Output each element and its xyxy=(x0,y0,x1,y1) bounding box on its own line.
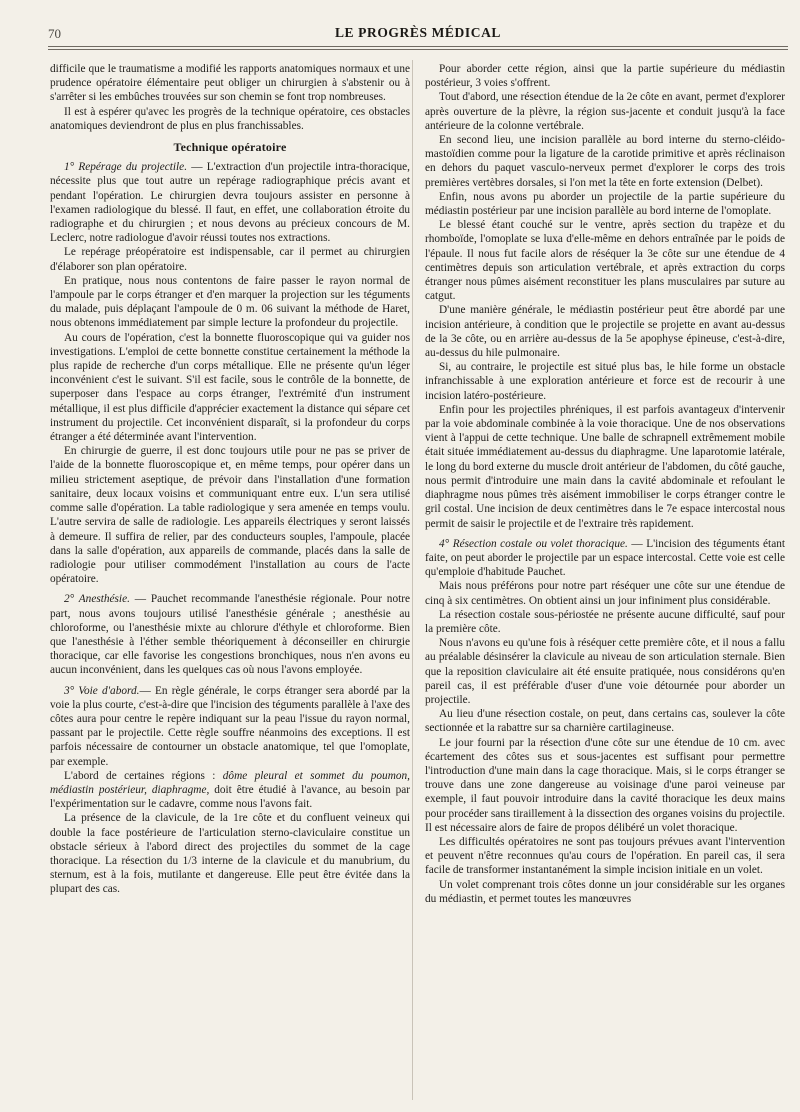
paragraph: La présence de la clavicule, de la 1re côte et du confluent veineux qui double la face postérieure de l'articulation sterno-claviculaire constitue un obstacle sérieux à l'abord direct des projectiles du sommet de la cage thoracique. La résection du 1/3 interne de la clavicule et du manubrium, du sternum, est à la fois, mutilante et dangereuse. Elle peut être évitée dans la plupart des cas. xyxy=(50,812,410,896)
page-header xyxy=(48,22,788,44)
paragraph: Le blessé étant couché sur le ventre, après section du trapèze et du rhomboïde, l'omoplate se luxa d'elle-même en dehors entraînée par le poids de l'épaule. Il nous fut facile alors de réséquer la 3e côte sur une étendue de 4 centimètres depuis son articulation vertébrale, et après extraction du corps étranger nous pûmes aisément reconstituer les plans musculaires par suture au catgut. xyxy=(425,219,785,303)
left-column xyxy=(50,62,410,1102)
paragraph: difficile que le traumatisme a modifié les rapports anatomiques normaux et une prudence opératoire élémentaire peut obliger un chirurgien à s'abstenir ou à s'arrêter si les embûches trouvées sur son chemin se font trop nombreuses. xyxy=(50,63,410,104)
section-title: Technique opératoire xyxy=(173,140,287,155)
paragraph: Au lieu d'une résection costale, on peut, dans certains cas, soulever la côte sectionnée et la rabattre sur sa charnière cartilagineuse. xyxy=(425,708,785,735)
page-number: 70 xyxy=(48,26,61,41)
paragraph: Mais nous préférons pour notre part réséquer une côte sur une étendue de cinq à six centimètres. On obtient ainsi un jour infiniment plus considérable. xyxy=(425,580,785,607)
subsection-label: 2° Anesthésie. xyxy=(64,593,130,606)
column-divider xyxy=(412,60,413,1100)
paragraph: La résection costale sous-périostée ne présente aucune difficulté, sauf pour la première côte. xyxy=(425,608,785,635)
subsection-label: 3° Voie d'abord. xyxy=(64,684,140,697)
paragraph: Le repérage préopératoire est indispensable, car il permet au chirurgien d'élaborer son plan opératoire. xyxy=(50,246,410,273)
paragraph: Au cours de l'opération, c'est la bonnette fluoroscopique qui va guider nos investigations. L'emploi de cette bonnette constitue certainement la méthode la plus rapide de recherche d'un corps métallique. Elle ne présente qu'un léger inconvénient c'est le suivant. S'il est facile, sous le contrôle de la bonnette, de superposer dans l'espace au corps étranger, l'extrémité d'un instrument métallique, il est plus difficile d'apprécier exactement la distance qui sépare cet instrument du projectile. Cet inconvénient disparaît, si la profondeur du corps étranger a été déterminée avant l'intervention. xyxy=(50,331,410,444)
right-column xyxy=(425,62,785,1102)
paragraph: 1° Repérage du projectile. — L'extraction d'un projectile intra-thoracique, nécessite plus que tout autre un repérage radiographique précis avant et pendant l'opération. Le chirurgien devra toujours assister en personne à l'examen radiologique du blessé. Il faut, en effet, une collaboration étroite du radiographe et du chirurgien ; et nous devons au précieux concours de M. Leclerc, notre radiologue d'avoir réussi toutes nos extractions. xyxy=(50,161,410,245)
paragraph: Enfin pour les projectiles phréniques, il est parfois avantageux d'intervenir par la voie abdominale combinée à la voie thoracique. Une de nos observations vient à l'appui de cette technique. Une balle de schrapnell extrêmement mobile était située immédiatement au-dessus du diaphragme. Une laparotomie latérale, le long du bord externe du muscle droit antérieur de l'abdomen, du côté gauche, nous permit d'introduire une main dans la cavité abdominale et refoulant le diaphragme nous pûmes très aisément immobiliser le corps étranger contre le gril costal. Une incision de deux centimètres dans le 7e espace intercostal nous permit de saisir le projectile et de l'extraire très rapidement. xyxy=(425,403,785,530)
paragraph: En chirurgie de guerre, il est donc toujours utile pour ne pas se priver de l'aide de la bonnette fluoroscopique et, en même temps, pour opérer dans un milieu strictement aseptique, de prévoir dans l'installation d'une formation sanitaire, deux locaux voisins et communiquant entre eux. L'un sera utilisé comme salle d'opération. La table radiologique y sera amenée en temps voulu. L'autre servira de salle de radiologie. Les appareils électriques y seront laissés à demeure. Il suffira de relier, par des conducteurs souples, l'ampoule, placée dans la salle d'opération, aux appareils de commande, placés dans la salle de radiologie pour utiliser commodément l'installation au cours de l'acte opératoire. xyxy=(50,445,410,586)
paragraph: L'abord de certaines régions : dôme pleural et sommet du poumon, médiastin postérieur, diaphragme, doit être étudié à l'avance, au besoin par l'expérimentation sur le cadavre, comme nous l'avons fait. xyxy=(50,769,410,811)
subsection-label: 1° Repérage du projectile. xyxy=(64,161,188,174)
paragraph: Enfin, nous avons pu aborder un projectile de la partie supérieure du médiastin postérieur par une incision parallèle au bord interne de l'omoplate. xyxy=(425,190,785,218)
paragraph: Il est à espérer qu'avec les progrès de la technique opératoire, ces obstacles anatomiques deviendront de plus en plus franchissables. xyxy=(50,105,410,132)
paragraph: Pour aborder cette région, ainsi que la partie supérieure du médiastin postérieur, 3 voies s'offrent. xyxy=(425,63,785,90)
subsection-label: 4° Résection costale ou volet thoracique. xyxy=(439,537,628,550)
paragraph: 2° Anesthésie. — Pauchet recommande l'anesthésie régionale. Pour notre part, nous avons toujours utilisé l'anesthésie générale ; anesthésie au chloroforme, ou l'anesthésie mixte au chlorure d'éthyle et chloroforme. Bien que l'anesthésie à l'éther semble théoriquement à déconseiller en chirurgie thoracique, car elle favorise les congestions bronchiques, nous n'en avons eu aucun inconvénient, dans les quelques cas où nous l'avons employée. xyxy=(50,593,410,677)
paragraph: Tout d'abord, une résection étendue de la 2e côte en avant, permet d'explorer après ouverture de la plèvre, la région sus-jacente et conduit jusqu'à la face antérieure de la colonne vertébrale. xyxy=(425,91,785,132)
header-rule-bottom xyxy=(48,49,788,50)
paragraph: 4° Résection costale ou volet thoracique. — L'incision des téguments étant faite, on peut aborder le projectile par un espace intercostal. Cette voie est celle qu'emploie d'habitude Pauchet. xyxy=(425,537,785,579)
header-rule-top xyxy=(48,46,788,47)
paragraph: D'une manière générale, le médiastin postérieur peut être abordé par une incision antérieure, à condition que le projectile se projette en avant au-dessus de la 3e côte, ou en arrière au-dessus de la 5e apophyse épineuse, c'est-à-dire, au-dessus du hile pulmonaire. xyxy=(425,304,785,360)
paragraph: Si, au contraire, le projectile est situé plus bas, le hile forme un obstacle infranchissable à une exploration antérieure et force est de recourir à une incision latéro-postérieure. xyxy=(425,361,785,402)
paragraph: 3° Voie d'abord.— En règle générale, le corps étranger sera abordé par la voie la plus courte, c'est-à-dire que l'incision des téguments parallèle à l'axe des côtes aura pour centre le repère indiquant sur la peau l'issue du rayon normal, passant par le projectile. Cette règle souffre néanmoins des exceptions. Il est parfois nécessaire de contourner un obstacle anatomique, tel que l'omoplate, par exemple. xyxy=(50,684,410,768)
paragraph: Un volet comprenant trois côtes donne un jour considérable sur les organes du médiastin, et permet toutes les manœuvres xyxy=(425,878,785,905)
paragraph: En pratique, nous nous contentons de faire passer le rayon normal de l'ampoule par le corps étranger et d'en marquer la projection sur les téguments du malade, puis déplaçant l'ampoule de 0 m. 06 suivant la méthode de Haret, nous obtenons immédiatement par simple lecture la profondeur du projectile. xyxy=(50,274,410,330)
paragraph: Les difficultés opératoires ne sont pas toujours prévues avant l'intervention et peuvent n'être reconnues qu'au cours de l'opération. En pareil cas, il sera facile de transformer instantanément la simple incision initiale en un volet. xyxy=(425,835,785,877)
paragraph: Le jour fourni par la résection d'une côte sur une étendue de 10 cm. avec écartement des côtes sus et sous-jacentes est suffisant pour permettre l'introduction d'une main dans la cage thoracique. Mais, si le corps étranger se trouve dans une zone dangereuse au voisinage d'une paroi veineuse par exemple, il faut pouvoir introduire dans la cavité thoracique les deux mains pour procéder sans tiraillement à la dissection des organes voisins du projectile. Il est nécessaire alors de faire de propos délibéré un volet thoracique. xyxy=(425,736,785,834)
paragraph: En second lieu, une incision parallèle au bord interne du sterno-cléido-mastoïdien comme pour la ligature de la carotide primitive et après réclinaison en dehors du paquet vasculo-nerveux permet d'explorer le corps des trois premières vertèbres dorsales, si l'on met la tête en forte extension (Delbet). xyxy=(425,134,785,189)
paragraph: Nous n'avons eu qu'une fois à réséquer cette première côte, et il nous a fallu au préalable désinsérer la clavicule au niveau de son articulation sternale. Bien que la reposition claviculaire ait été ensuite pratiquée, nous considérons qu'en pareil cas, il est préférable d'user d'une voie détournée pour aborder un projectile. xyxy=(425,637,785,706)
journal-title: LE PROGRÈS MÉDICAL xyxy=(334,25,502,40)
